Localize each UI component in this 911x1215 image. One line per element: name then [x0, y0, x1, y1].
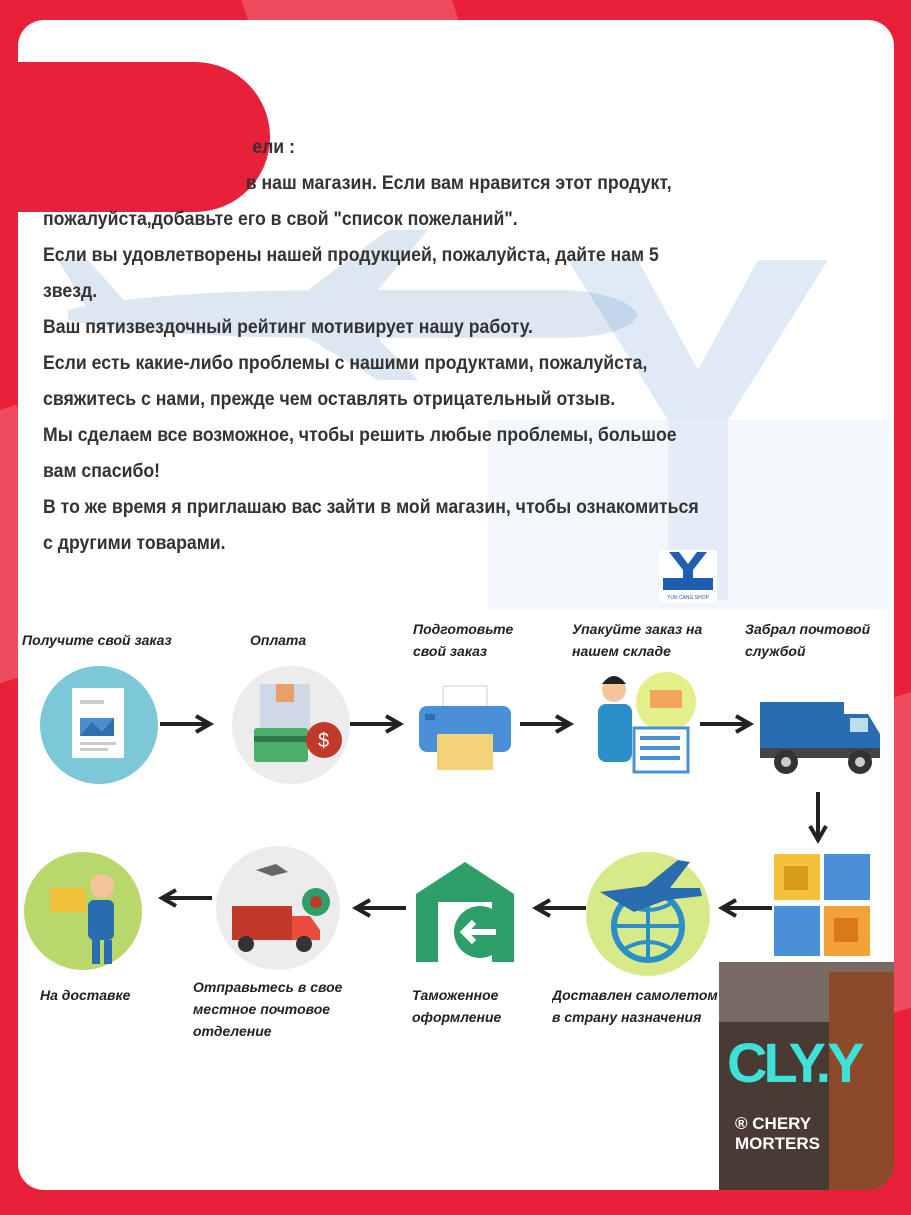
intro-line: Если есть какие-либо проблемы с нашими продуктами, пожалуйста,: [43, 353, 648, 374]
courier-icon: [24, 852, 142, 970]
intro-line: В то же время я приглашаю вас зайти в мой магазин, чтобы ознакомиться: [43, 497, 699, 518]
intro-line: Мы сделаем все возможное, чтобы решить любые проблемы, большое: [43, 425, 677, 446]
intro-text: [43, 130, 824, 562]
arrow-down-icon: [806, 790, 830, 848]
intro-line: ели :: [252, 137, 295, 158]
arrow-left-icon: [528, 896, 588, 920]
boxes-icon: [770, 850, 874, 960]
shop-logo: [659, 550, 717, 602]
shop-logo-text: YUN CANG SHOP: [667, 595, 709, 601]
brand-sub-1: CHERY: [752, 1114, 812, 1133]
step-label-pack: Упакуйте заказ на нашем складе: [572, 621, 703, 659]
step-label-flight: Доставлен самолетом в страну назначения: [552, 987, 718, 1025]
arrow-left-icon: [714, 896, 774, 920]
arrow-right-icon: [348, 712, 408, 736]
step-label-customs: Таможенное оформление: [412, 987, 502, 1025]
intro-line: звезд.: [43, 281, 98, 302]
brand-sub-line-1: [735, 1114, 811, 1134]
warehouse-worker-icon: [588, 668, 698, 788]
arrow-left-icon: [348, 896, 408, 920]
step-label-post-office: Отправьтесь в свое местное почтовое отделение: [193, 979, 343, 1039]
arrow-left-icon: [154, 886, 214, 910]
intro-line: в наш магазин. Если вам нравится этот продукт,: [245, 173, 672, 194]
delivery-truck-icon: [758, 692, 884, 782]
brand-logo-tile: [719, 962, 894, 1190]
brand-sub-2: MORTERS: [735, 1134, 820, 1153]
printer-icon: [415, 684, 515, 774]
step-label-picked-up: Забрал почтовой службой: [745, 621, 871, 659]
brand-name: CLY.Y: [727, 1031, 861, 1094]
intro-line: Ваш пятизвездочный рейтинг мотивирует нашу работу.: [43, 317, 533, 338]
airplane-globe-icon: [586, 852, 710, 976]
shop-logo-icon: [659, 550, 717, 590]
payment-icon: [232, 666, 350, 784]
customs-icon: [410, 858, 520, 970]
registered-mark: ®: [735, 1114, 748, 1133]
intro-line: пожалуйста,добавьте его в свой "список пожеланий".: [43, 209, 518, 230]
intro-line: свяжитесь с нами, прежде чем оставлять отрицательный отзыв.: [43, 389, 616, 410]
arrow-right-icon: [518, 712, 578, 736]
intro-line: с другими товарами.: [43, 533, 226, 554]
step-label-on-delivery: На доставке: [40, 987, 131, 1003]
arrow-right-icon: [158, 712, 218, 736]
content-card: [18, 20, 894, 1190]
svg-text:$: $: [318, 730, 330, 752]
intro-line: вам спасибо!: [43, 461, 161, 482]
document-icon: [40, 666, 158, 784]
arrow-right-icon: [698, 712, 758, 736]
step-label-get-order: Получите свой заказ: [22, 632, 172, 648]
post-office-icon: [216, 846, 340, 970]
intro-line: Если вы удовлетворены нашей продукцией, пожалуйста, дайте нам 5: [43, 245, 659, 266]
step-label-prepare: Подготовьте свой заказ: [413, 621, 514, 659]
step-label-payment: Оплата: [250, 632, 307, 648]
